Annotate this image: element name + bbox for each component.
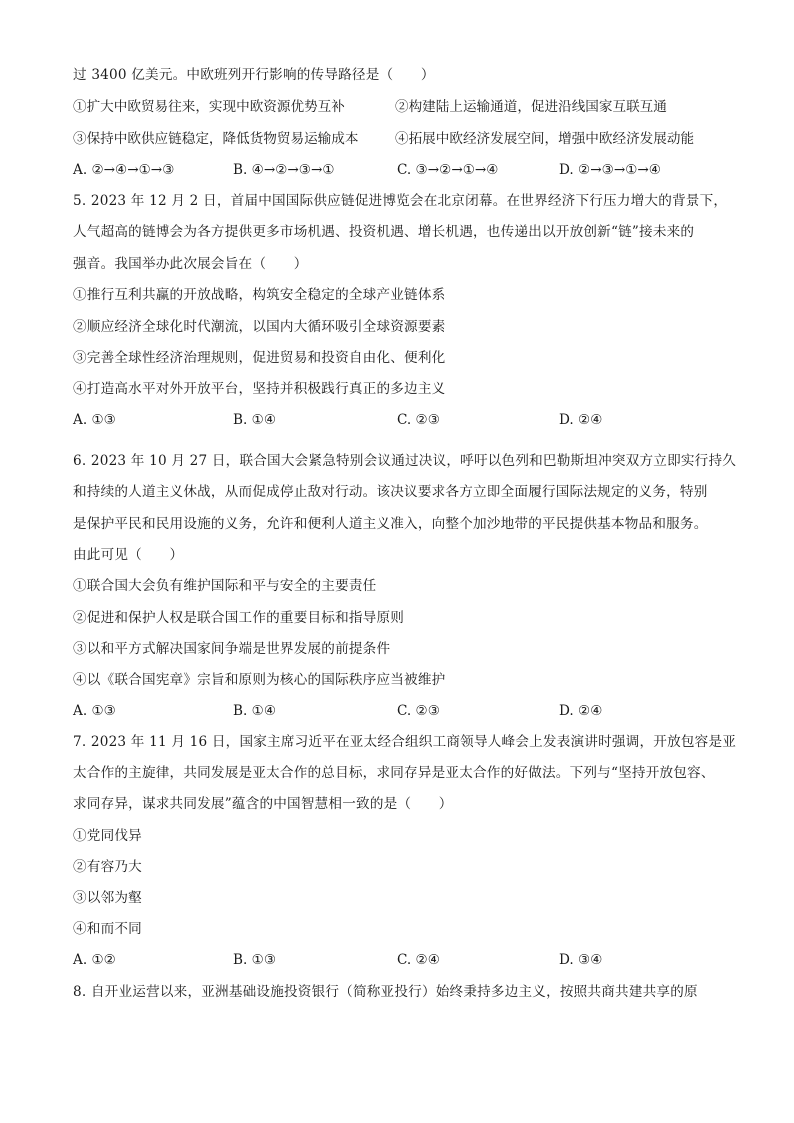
q6-option-c[interactable]: C. ②③ [397, 703, 440, 719]
q6-stem-line-3: 是保护平民和民用设施的义务，允许和便利人道主义准入，向整个加沙地带的平民提供基本物品和服务。 [73, 516, 708, 532]
q5-statement-4: ④打造高水平对外开放平台，坚持并积极践行真正的多边主义 [73, 381, 446, 397]
q5-statement-3: ③完善全球性经济治理规则，促进贸易和投资自由化、便利化 [73, 350, 446, 366]
q7-option-b[interactable]: B. ①③ [233, 952, 277, 968]
q6-stem-line-4: 由此可见（ ） [73, 547, 184, 563]
q6-statement-2: ②促进和保护人权是联合国工作的重要目标和指导原则 [73, 610, 405, 626]
q5-option-a[interactable]: A. ①③ [73, 412, 116, 428]
q4-stem-continuation: 过 3400 亿美元。中欧班列开行影响的传导路径是（ ） [73, 67, 435, 83]
q5-stem-line-3: 强音。我国举办此次展会旨在（ ） [73, 256, 308, 272]
q4-option-c[interactable]: C. ③→②→①→④ [397, 162, 499, 178]
q7-option-d[interactable]: D. ③④ [559, 952, 603, 968]
q6-option-b[interactable]: B. ①④ [233, 703, 277, 719]
q4-statement-1: ①扩大中欧贸易往来，实现中欧资源优势互补 [73, 99, 345, 115]
q4-statement-3: ③保持中欧供应链稳定，降低货物贸易运输成本 [73, 131, 359, 147]
q6-statement-3: ③以和平方式解决国家间争端是世界发展的前提条件 [73, 641, 391, 657]
q8-stem-line-1: 8. 自开业运营以来，亚洲基础设施投资银行（简称亚投行）始终秉持多边主义，按照共商共建共享的原 [73, 984, 698, 1000]
q7-stem-line-3: 求同存异，谋求共同发展”蕴含的中国智慧相一致的是（ ） [73, 796, 453, 812]
q5-options [73, 411, 733, 429]
q6-statement-4: ④以《联合国宪章》宗旨和原则为核心的国际秩序应当被维护 [73, 672, 446, 688]
q7-options [73, 951, 733, 969]
q6-statement-1: ①联合国大会负有维护国际和平与安全的主要责任 [73, 578, 377, 594]
q7-stem-line-1: 7. 2023 年 11 月 16 日，国家主席习近平在亚太经合组织工商领导人峰会上发表演讲时强调，开放包容是亚 [73, 734, 737, 750]
q7-statement-4: ④和而不同 [73, 921, 142, 937]
q4-option-a[interactable]: A. ②→④→①→③ [73, 162, 175, 178]
q5-option-d[interactable]: D. ②④ [559, 412, 603, 428]
q7-statement-2: ②有容乃大 [73, 859, 142, 875]
q6-option-d[interactable]: D. ②④ [559, 703, 603, 719]
q7-statement-1: ①党同伐异 [73, 828, 142, 844]
q6-options [73, 702, 733, 720]
q6-stem-line-2: 和持续的人道主义休战，从而促成停止敌对行动。该决议要求各方立即全面履行国际法规定的义务，特别 [73, 484, 708, 500]
q4-options [73, 161, 733, 179]
q4-statements-row-1 [73, 98, 733, 116]
q7-statement-3: ③以邻为壑 [73, 890, 142, 906]
q4-option-b[interactable]: B. ④→②→③→① [233, 162, 335, 178]
q5-stem-line-2: 人气超高的链博会为各方提供更多市场机遇、投资机遇、增长机遇，也传递出以开放创新“链”接未来的 [73, 224, 695, 240]
q5-option-c[interactable]: C. ②③ [397, 412, 440, 428]
q5-statement-2: ②顺应经济全球化时代潮流，以国内大循环吸引全球资源要素 [73, 319, 446, 335]
q4-statement-4: ④拓展中欧经济发展空间，增强中欧经济发展动能 [395, 131, 695, 147]
q5-stem-line-1: 5. 2023 年 12 月 2 日，首届中国国际供应链促进博览会在北京闭幕。在世界经济下行压力增大的背景下， [73, 193, 728, 209]
q7-option-a[interactable]: A. ①② [73, 952, 116, 968]
q4-option-d[interactable]: D. ②→③→①→④ [559, 162, 661, 178]
q5-statement-1: ①推行互利共赢的开放战略，构筑安全稳定的全球产业链体系 [73, 287, 446, 303]
q4-statement-2: ②构建陆上运输通道，促进沿线国家互联互通 [395, 99, 667, 115]
q6-option-a[interactable]: A. ①③ [73, 703, 116, 719]
q5-option-b[interactable]: B. ①④ [233, 412, 277, 428]
q4-statements-row-2 [73, 130, 733, 148]
q7-stem-line-2: 太合作的主旋律，共同发展是亚太合作的总目标，求同存异是亚太合作的好做法。下列与“坚持开放包容、 [73, 765, 715, 781]
q6-stem-line-1: 6. 2023 年 10 月 27 日，联合国大会紧急特别会议通过决议，呼吁以色列和巴勒斯坦冲突双方立即实行持久 [73, 453, 737, 469]
q7-option-c[interactable]: C. ②④ [397, 952, 440, 968]
